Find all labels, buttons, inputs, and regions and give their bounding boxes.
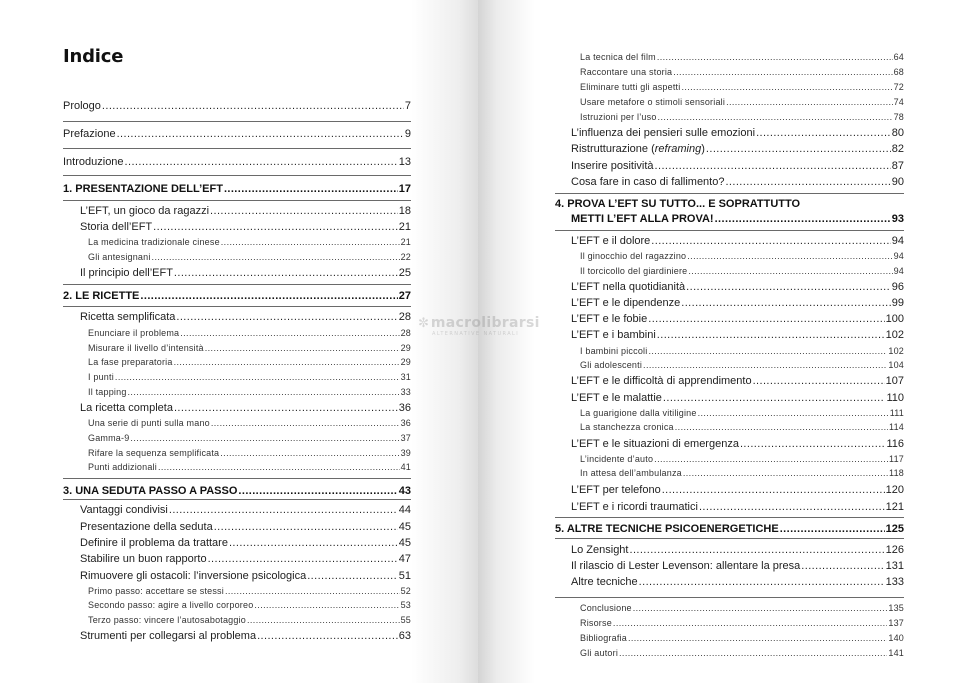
toc-page-number: 74 (893, 97, 904, 107)
dot-leader (211, 418, 400, 428)
toc-entry-title: Gli adolescenti (580, 360, 643, 370)
toc-page-number: 110 (886, 392, 904, 404)
toc-page-number: 37 (400, 433, 411, 443)
toc-entry-title: L’EFT e il dolore (571, 235, 651, 247)
toc-entry-title: Storia dell’EFT (80, 221, 153, 233)
toc-page-number: 53 (400, 600, 411, 610)
right-page (478, 0, 953, 683)
toc-entry-title: La guarigione dalla vitiligine (580, 408, 697, 418)
dot-leader (117, 128, 404, 140)
toc-entry (80, 311, 411, 323)
toc-entry-title: L’EFT e le dipendenze (571, 297, 681, 309)
toc-entry-title: L’EFT e i ricordi traumatici (571, 501, 698, 513)
toc-entry (571, 297, 904, 309)
toc-entry (571, 143, 904, 155)
toc-page-number: 111 (889, 408, 904, 418)
toc-subsection (580, 633, 904, 643)
dot-leader (651, 235, 890, 247)
toc-entry-title: METTI L’EFT ALLA PROVA! (571, 213, 714, 225)
dot-leader (128, 387, 400, 397)
toc-subsection (88, 462, 411, 472)
toc-subsection (580, 67, 904, 77)
toc-entry-title: L’EFT e le situazioni di emergenza (571, 438, 739, 450)
toc-entry (80, 630, 411, 642)
toc-page-number: 94 (893, 266, 904, 276)
dot-leader (801, 560, 884, 572)
dot-leader (174, 402, 398, 414)
toc-page-number: 114 (889, 422, 904, 432)
toc-entry (571, 544, 904, 556)
toc-entry-title: Prefazione (63, 128, 116, 140)
toc-page-number: 13 (398, 156, 411, 168)
toc-entry-title: Istruzioni per l’uso (580, 112, 657, 122)
toc-entry (571, 576, 904, 588)
toc-entry (63, 100, 411, 112)
toc-entry-title: La stanchezza cronica (580, 422, 674, 432)
dot-leader (238, 485, 397, 497)
dot-leader (753, 375, 885, 387)
toc-entry-title: Conclusione (580, 603, 632, 613)
dot-leader (756, 127, 891, 139)
dot-leader (639, 576, 885, 588)
toc-entry-title: Gamma-9 (88, 433, 130, 443)
toc-page-number: 64 (893, 52, 904, 62)
toc-page-number: 117 (889, 454, 904, 464)
watermark-subtext: ALTERNATIVE NATURALI (432, 331, 520, 337)
dot-leader (174, 357, 400, 367)
dot-leader (125, 156, 398, 168)
section-divider (555, 538, 904, 539)
spiral-logo-icon: ✼ (418, 316, 429, 331)
dot-leader (740, 438, 886, 450)
toc-entry-title: I punti (88, 372, 114, 382)
toc-page-number: 36 (400, 418, 411, 428)
toc-entry-title: Il principio dell’EFT (80, 267, 173, 279)
section-divider (63, 175, 411, 176)
toc-entry-title: La fase preparatoria (88, 357, 173, 367)
toc-page-number: 131 (885, 560, 904, 572)
toc-entry (571, 176, 904, 188)
toc-page-number: 29 (400, 343, 411, 353)
dot-leader (153, 221, 398, 233)
toc-entry (63, 156, 411, 168)
toc-entry-title: Eliminare tutti gli aspetti (580, 82, 681, 92)
toc-subsection (580, 346, 904, 356)
toc-subsection (580, 82, 904, 92)
toc-entry (80, 570, 411, 582)
toc-page-number: 28 (398, 311, 411, 323)
toc-page-number: 90 (891, 176, 904, 188)
toc-entry (80, 553, 411, 565)
dot-leader (726, 97, 893, 107)
toc-entry-title: Inserire positività (571, 160, 654, 172)
toc-page-number: 22 (400, 252, 411, 262)
toc-page-number: 68 (893, 67, 904, 77)
toc-subsection (580, 112, 904, 122)
toc-subsection (88, 357, 411, 367)
index-heading: Indice (63, 46, 124, 67)
toc-page-number: 27 (398, 290, 411, 302)
toc-entry (80, 537, 411, 549)
dot-leader (648, 313, 884, 325)
toc-subsection (580, 266, 904, 276)
toc-subsection (88, 600, 411, 610)
toc-entry-title: Misurare il livello d’intensità (88, 343, 204, 353)
toc-entry (571, 235, 904, 247)
toc-entry-title: 1. PRESENTAZIONE DELL’EFT (63, 183, 223, 195)
toc-subsection (88, 586, 411, 596)
toc-page-number: 52 (400, 586, 411, 596)
toc-subsection (580, 603, 904, 613)
dot-leader (174, 267, 398, 279)
dot-leader (115, 372, 400, 382)
toc-page-number: 45 (398, 537, 411, 549)
dot-leader (214, 521, 398, 533)
toc-entry (80, 402, 411, 414)
toc-entry-title: Definire il problema da trattare (80, 537, 228, 549)
toc-chapter (571, 213, 904, 225)
toc-page-number: 39 (400, 448, 411, 458)
section-divider (63, 284, 411, 285)
toc-page-number: 125 (885, 523, 904, 535)
toc-entry-title: 3. UNA SEDUTA PASSO A PASSO (63, 485, 238, 497)
toc-entry-title: Terzo passo: vincere l’autosabotaggio (88, 615, 246, 625)
toc-entry-title: Una serie di punti sulla mano (88, 418, 210, 428)
toc-chapter (555, 523, 904, 535)
toc-subsection (580, 97, 904, 107)
dot-leader (681, 297, 890, 309)
section-divider (555, 193, 904, 194)
toc-subsection (88, 448, 411, 458)
toc-chapter (63, 290, 411, 302)
toc-page-number: 102 (885, 329, 904, 341)
toc-entry-title: Lo Zensight (571, 544, 629, 556)
toc-subsection (88, 615, 411, 625)
dot-leader (633, 603, 888, 613)
section-divider (63, 499, 411, 500)
toc-entry (571, 127, 904, 139)
toc-page-number: 107 (885, 375, 904, 387)
toc-subsection (88, 252, 411, 262)
dot-leader (130, 433, 399, 443)
dot-leader (657, 329, 885, 341)
dot-leader (673, 67, 892, 77)
toc-page-number: 43 (398, 485, 411, 497)
toc-page-number: 36 (398, 402, 411, 414)
dot-leader (220, 448, 399, 458)
toc-entry-title: Cosa fare in caso di fallimento? (571, 176, 725, 188)
toc-page-number: 31 (400, 372, 411, 382)
toc-entry-title: L’EFT, un gioco da ragazzi (80, 205, 210, 217)
toc-page-number: 51 (398, 570, 411, 582)
toc-page-number: 72 (893, 82, 904, 92)
toc-entry-title: La tecnica del film (580, 52, 656, 62)
toc-entry-title: Il ginocchio del ragazzino (580, 251, 687, 261)
section-divider (63, 121, 411, 122)
dot-leader (658, 112, 893, 122)
toc-entry-title: L’EFT per telefono (571, 484, 661, 496)
dot-leader (628, 633, 887, 643)
dot-leader (180, 328, 399, 338)
toc-subsection (580, 408, 904, 418)
toc-subsection (580, 468, 904, 478)
dot-leader (780, 523, 885, 535)
toc-entry (80, 267, 411, 279)
section-divider (63, 200, 411, 201)
toc-entry-title: L’EFT nella quotidianità (571, 281, 686, 293)
dot-leader (675, 422, 888, 432)
dot-leader (619, 648, 887, 658)
toc-page-number: 21 (400, 237, 411, 247)
toc-subsection (580, 454, 904, 464)
dot-leader (224, 183, 398, 195)
toc-entry-title: Presentazione della seduta (80, 521, 213, 533)
toc-subsection (580, 648, 904, 658)
toc-page-number: 45 (398, 521, 411, 533)
toc-entry (571, 160, 904, 172)
toc-entry-title: Gli autori (580, 648, 619, 658)
toc-page-number: 137 (888, 618, 904, 628)
dot-leader (225, 586, 400, 596)
toc-page-number: 140 (888, 633, 904, 643)
toc-subsection (88, 343, 411, 353)
dot-leader (210, 205, 398, 217)
dot-leader (629, 544, 884, 556)
section-divider (63, 306, 411, 307)
toc-entry-title: L’EFT e le malattie (571, 392, 662, 404)
toc-page-number: 9 (404, 128, 411, 140)
toc-entry-title: L’incidente d’auto (580, 454, 654, 464)
toc-entry-title: L’EFT e le difficoltà di apprendimento (571, 375, 752, 387)
dot-leader (158, 462, 400, 472)
toc-subsection (580, 360, 904, 370)
dot-leader (613, 618, 887, 628)
toc-page-number: 44 (398, 504, 411, 516)
toc-page-number: 18 (398, 205, 411, 217)
toc-page-number: 21 (398, 221, 411, 233)
dot-leader (687, 251, 892, 261)
toc-page-number: 94 (891, 235, 904, 247)
dot-leader (643, 360, 887, 370)
dot-leader (706, 143, 891, 155)
toc-subsection (580, 251, 904, 261)
dot-leader (648, 346, 887, 356)
toc-entry (80, 221, 411, 233)
section-divider (63, 148, 411, 149)
toc-entry-title: Strumenti per collegarsi al problema (80, 630, 257, 642)
toc-entry-title: 2. LE RICETTE (63, 290, 140, 302)
toc-entry-title: Rifare la sequenza semplificata (88, 448, 220, 458)
dot-leader (725, 176, 890, 188)
toc-subsection (88, 328, 411, 338)
dot-leader (247, 615, 400, 625)
toc-entry-title: Gli antesignani (88, 252, 151, 262)
toc-entry-title: In attesa dell’ambulanza (580, 468, 682, 478)
toc-entry-title: Introduzione (63, 156, 124, 168)
toc-entry (571, 313, 904, 325)
toc-page-number: 104 (888, 360, 904, 370)
toc-page-number: 55 (400, 615, 411, 625)
section-divider (63, 478, 411, 479)
dot-leader (205, 343, 400, 353)
toc-entry-title: Ricetta semplificata (80, 311, 176, 323)
dot-leader (715, 213, 891, 225)
dot-leader (140, 290, 397, 302)
toc-page-number: 102 (888, 346, 904, 356)
toc-entry-title: L’EFT e le fobie (571, 313, 648, 325)
toc-entry (80, 504, 411, 516)
toc-page-number: 7 (404, 100, 411, 112)
toc-entry (571, 375, 904, 387)
dot-leader (221, 237, 400, 247)
toc-subsection (88, 433, 411, 443)
toc-entry (571, 329, 904, 341)
dot-leader (688, 266, 892, 276)
toc-entry-title: Il rilascio di Lester Levenson: allentare la presa (571, 560, 801, 572)
toc-chapter-title-line1: 4. PROVA L’EFT SU TUTTO... E SOPRATTUTTO (555, 198, 801, 210)
dot-leader (657, 52, 893, 62)
dot-leader (254, 600, 399, 610)
dot-leader (152, 252, 400, 262)
toc-page-number: 28 (400, 328, 411, 338)
dot-leader (654, 454, 888, 464)
toc-subsection (580, 618, 904, 628)
watermark-text: macrolibrarsi (430, 315, 540, 331)
dot-leader (102, 100, 404, 112)
toc-page-number: 93 (891, 213, 904, 225)
toc-entry-title: Vantaggi condivisi (80, 504, 168, 516)
toc-entry-title: La medicina tradizionale cinese (88, 237, 220, 247)
dot-leader (655, 160, 891, 172)
dot-leader (176, 311, 397, 323)
toc-entry (571, 501, 904, 513)
toc-subsection (88, 418, 411, 428)
toc-entry-title: Secondo passo: agire a livello corporeo (88, 600, 254, 610)
toc-page-number: 99 (891, 297, 904, 309)
toc-page-number: 120 (885, 484, 904, 496)
toc-page-number: 80 (891, 127, 904, 139)
toc-subsection (580, 422, 904, 432)
toc-subsection (88, 387, 411, 397)
toc-page-number: 87 (891, 160, 904, 172)
dot-leader (686, 281, 891, 293)
toc-subsection (88, 237, 411, 247)
toc-page-number: 25 (398, 267, 411, 279)
dot-leader (307, 570, 398, 582)
toc-entry (571, 484, 904, 496)
section-divider (555, 597, 904, 598)
toc-entry-title: Ristrutturazione (reframing) (571, 143, 705, 155)
toc-subsection (580, 52, 904, 62)
toc-page-number: 33 (400, 387, 411, 397)
toc-page-number: 47 (398, 553, 411, 565)
toc-page-number: 116 (886, 438, 904, 450)
dot-leader (663, 392, 886, 404)
dot-leader (681, 82, 892, 92)
dot-leader (229, 537, 398, 549)
toc-entry-title: Enunciare il problema (88, 328, 180, 338)
toc-page-number: 41 (400, 462, 411, 472)
toc-page-number: 94 (893, 251, 904, 261)
toc-entry-title: 5. ALTRE TECNICHE PSICOENERGETICHE (555, 523, 779, 535)
dot-leader (698, 408, 889, 418)
toc-entry-title: Raccontare una storia (580, 67, 673, 77)
toc-entry-title: Usare metafore o stimoli sensoriali (580, 97, 726, 107)
toc-entry-title: Punti addizionali (88, 462, 157, 472)
toc-page-number: 96 (891, 281, 904, 293)
toc-entry-title: Stabilire un buon rapporto (80, 553, 207, 565)
dot-leader (662, 484, 885, 496)
toc-page-number: 126 (885, 544, 904, 556)
toc-subsection (88, 372, 411, 382)
toc-entry (80, 205, 411, 217)
toc-entry-title: Primo passo: accettare se stessi (88, 586, 224, 596)
dot-leader (683, 468, 888, 478)
toc-page-number: 133 (885, 576, 904, 588)
toc-entry (571, 392, 904, 404)
toc-entry-title: Il tapping (88, 387, 127, 397)
toc-entry (571, 438, 904, 450)
toc-entry-title: La ricetta completa (80, 402, 173, 414)
dot-leader (257, 630, 398, 642)
toc-page-number: 63 (398, 630, 411, 642)
toc-page-number: 135 (888, 603, 904, 613)
toc-page-number: 78 (893, 112, 904, 122)
toc-entry (571, 281, 904, 293)
toc-entry-title: L’EFT e i bambini (571, 329, 656, 341)
toc-chapter (63, 183, 411, 195)
toc-page-number: 17 (398, 183, 411, 195)
toc-entry (80, 521, 411, 533)
toc-entry-title: Bibliografia (580, 633, 627, 643)
toc-page-number: 141 (888, 648, 904, 658)
toc-entry-title: Altre tecniche (571, 576, 638, 588)
toc-page-number: 29 (400, 357, 411, 367)
toc-entry-title: L’influenza dei pensieri sulle emozioni (571, 127, 756, 139)
dot-leader (699, 501, 885, 513)
toc-entry-title: Prologo (63, 100, 101, 112)
toc-entry (63, 128, 411, 140)
toc-entry-title: I bambini piccoli (580, 346, 648, 356)
dot-leader (169, 504, 398, 516)
toc-page-number: 118 (889, 468, 904, 478)
toc-entry (571, 560, 904, 572)
toc-entry-title: Risorse (580, 618, 612, 628)
section-divider (555, 230, 904, 231)
dot-leader (208, 553, 398, 565)
toc-entry-title: Il torcicollo del giardiniere (580, 266, 688, 276)
toc-page-number: 82 (891, 143, 904, 155)
toc-page-number: 100 (885, 313, 904, 325)
toc-chapter (63, 485, 411, 497)
toc-entry-title: Rimuovere gli ostacoli: l’inversione psicologica (80, 570, 307, 582)
toc-page-number: 121 (885, 501, 904, 513)
section-divider (555, 517, 904, 518)
